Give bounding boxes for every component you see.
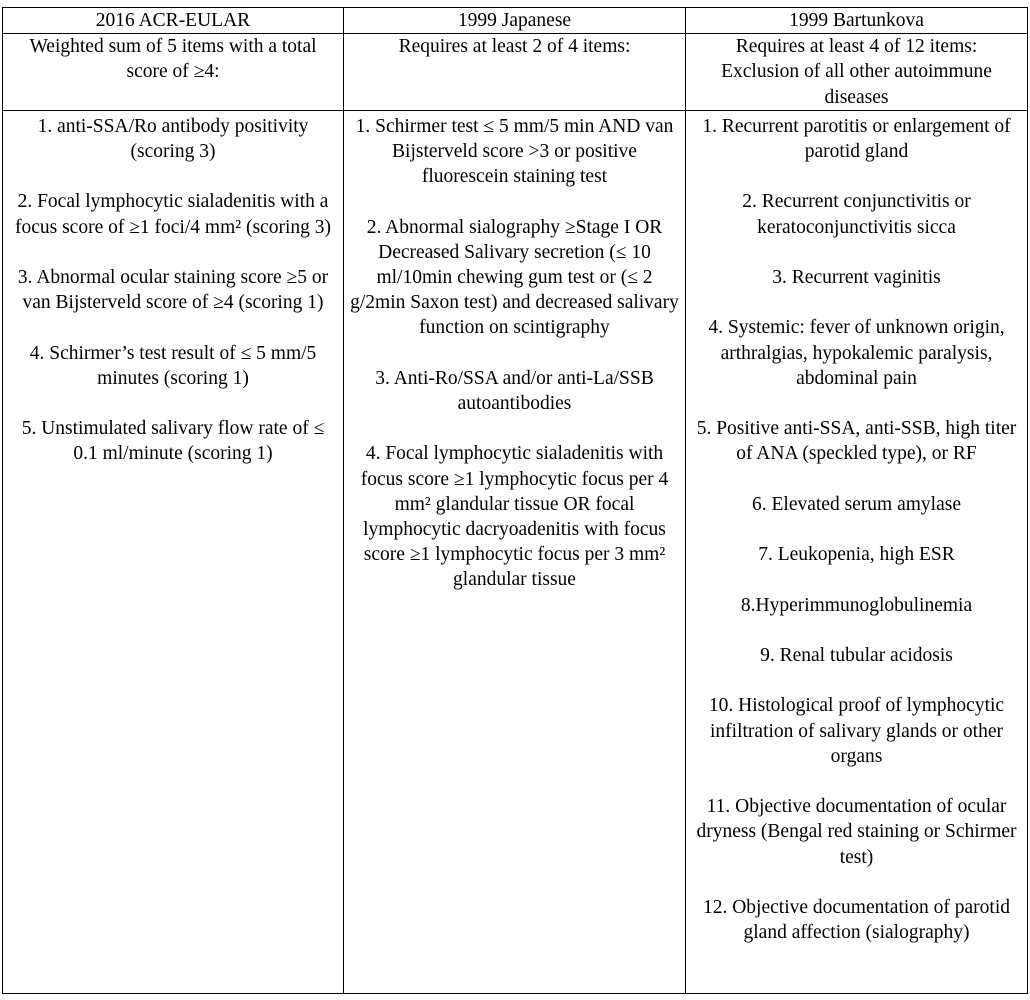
requirement-japanese: Requires at least 2 of 4 items:: [344, 34, 686, 111]
criterion-item: 12. Objective documentation of parotid gland affection (sialography): [702, 896, 1011, 944]
column-header-japanese: 1999 Japanese: [344, 8, 686, 34]
column-header-bartunkova: 1999 Bartunkova: [686, 8, 1028, 34]
criterion-item: 3. Anti-Ro/SSA and/or anti-La/SSB autoantibodies: [375, 367, 654, 415]
criterion-item: 5. Unstimulated salivary flow rate of ≤ 0.1 ml/minute (scoring 1): [21, 418, 325, 465]
requirement-row: [3, 34, 1028, 111]
criterion-item: 6. Elevated serum amylase: [751, 493, 961, 515]
criterion-item: 1. Recurrent parotitis or enlargement of parotid gland: [702, 115, 1011, 163]
criterion-item: 11. Objective documentation of ocular dryness (Bengal red staining or Schirmer test): [696, 796, 1017, 868]
criterion-item: 4. Schirmer’s test result of ≤ 5 mm/5 minutes (scoring 1): [29, 342, 317, 389]
criterion-item: 2. Focal lymphocytic sialadenitis with a focus score of ≥1 foci/4 mm² (scoring 3): [14, 191, 331, 238]
criterion-item: 3. Abnormal ocular staining score ≥5 or van Bijsterveld score of ≥4 (scoring 1): [17, 267, 329, 314]
criterion-item: 10. Histological proof of lymphocytic infiltration of salivary glands or other organs: [708, 695, 1005, 767]
criterion-item: 5. Positive anti-SSA, anti-SSB, high titer of ANA (speckled type), or RF: [696, 418, 1017, 465]
items-acr-eular: [3, 110, 344, 993]
criterion-item: 3. Recurrent vaginitis: [772, 267, 941, 288]
criterion-item: 2. Abnormal sialography ≥Stage I OR Decreased Salivary secretion (≤ 10 ml/10min chewing gum test or (≤ 2 g/2min Saxon test) and decreased salivary function on scintigraphy: [350, 216, 679, 339]
column-header-acr-eular: 2016 ACR-EULAR: [3, 8, 344, 34]
criterion-item: 2. Recurrent conjunctivitis or keratoconjunctivitis sicca: [742, 191, 971, 238]
criteria-table: [2, 7, 1028, 994]
header-row: [3, 8, 1028, 34]
criterion-item: 4. Systemic: fever of unknown origin, arthralgias, hypokalemic paralysis, abdominal pain: [708, 317, 1005, 389]
criterion-item: 4. Focal lymphocytic sialadenitis with focus score ≥1 lymphocytic focus per 4 mm² glandular tissue OR focal lymphocytic dacryoadenitis with focus score ≥1 lymphocytic focus per 3 mm² glandular tissue: [360, 443, 669, 591]
requirement-acr-eular: Weighted sum of 5 items with a total score of ≥4:: [3, 34, 344, 111]
requirement-bartunkova: Requires at least 4 of 12 items: Exclusion of all other autoimmune diseases: [686, 34, 1028, 111]
items-japanese: [344, 110, 686, 993]
criterion-item: 7. Leukopenia, high ESR: [758, 544, 955, 566]
criterion-item: 8.Hyperimmunoglobulinemia: [740, 594, 973, 616]
criterion-item: 1. Schirmer test ≤ 5 mm/5 min AND van Bijsterveld score >3 or positive fluorescein staining test: [355, 115, 674, 188]
items-row: [3, 110, 1028, 993]
criterion-item: 1. anti-SSA/Ro antibody positivity (scoring 3): [37, 115, 309, 163]
criterion-item: 9. Renal tubular acidosis: [760, 644, 953, 666]
items-bartunkova: [686, 110, 1028, 993]
